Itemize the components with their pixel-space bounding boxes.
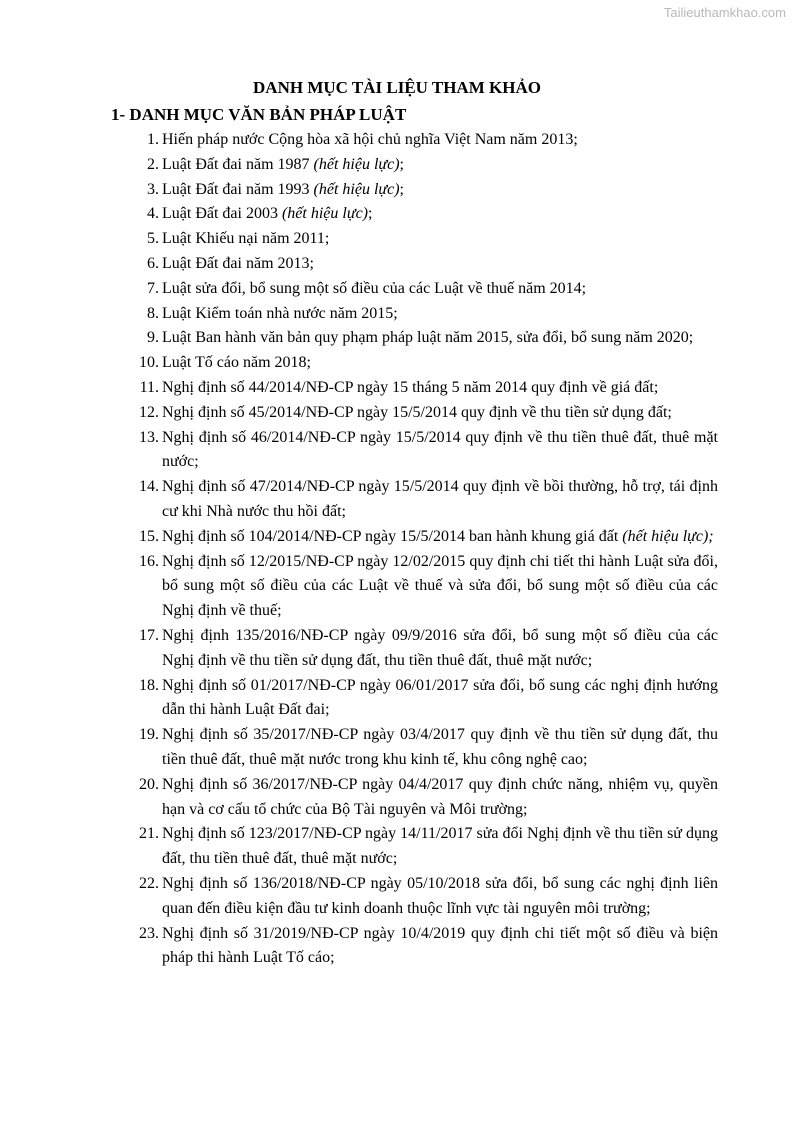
item-text: Nghị định số 31/2019/NĐ-CP ngày 10/4/2019 quy định chi tiết một số điều và biện pháp thi hành Luật Tố cáo; [162, 924, 718, 967]
item-text: Luật Kiểm toán nhà nước năm 2015; [162, 304, 398, 322]
item-text: Luật Đất đai năm 1987 [162, 155, 314, 173]
item-text: Nghị định số 01/2017/NĐ-CP ngày 06/01/2017 sửa đổi, bổ sung các nghị định hướng dẫn thi hành Luật Đất đai; [162, 676, 718, 719]
item-text: Luật sửa đổi, bổ sung một số điều của các Luật về thuế năm 2014; [162, 279, 587, 297]
item-note: (hết hiệu lực) [313, 180, 400, 198]
page-title: DANH MỤC TÀI LIỆU THAM KHẢO [253, 78, 541, 97]
item-number: 20. [139, 775, 159, 793]
item-number: 21. [139, 825, 159, 843]
item-number: 16. [139, 552, 159, 570]
item-text: Nghị định số 35/2017/NĐ-CP ngày 03/4/2017 quy định về thu tiền sử dụng đất, thu tiền thuê đất, thuê mặt nước trong khu kinh tế, khu công nghệ cao; [162, 726, 718, 768]
item-number: 22. [139, 874, 159, 892]
item-number: 18. [139, 676, 159, 694]
item-number: 8. [147, 304, 159, 322]
item-number: 17. [139, 626, 159, 644]
item-text: Luật Ban hành văn bản quy phạm pháp luật năm 2015, sửa đổi, bổ sung năm 2020; [162, 329, 694, 347]
list-item [0, 674, 718, 724]
list-item [0, 202, 718, 227]
item-text: Luật Đất đai năm 2013; [162, 254, 314, 272]
list-item [0, 153, 718, 178]
item-text: Nghị định số 44/2014/NĐ-CP ngày 15 tháng 5 năm 2014 quy định về giá đất; [162, 378, 659, 396]
item-text: Luật Khiếu nại năm 2011; [162, 230, 330, 248]
list-item [0, 426, 718, 476]
item-note: (hết hiệu lực); [622, 527, 714, 545]
list-item [0, 252, 718, 277]
list-item [0, 624, 718, 674]
item-number: 15. [139, 527, 159, 545]
list-item [0, 525, 718, 550]
item-text: Nghị định 135/2016/NĐ-CP ngày 09/9/2016 sửa đổi, bổ sung một số điều của các Nghị định về thu tiền sử dụng đất, thu tiền thuê đất, thuê mặt nước; [162, 626, 718, 669]
item-text: Nghị định số 104/2014/NĐ-CP ngày 15/5/2014 ban hành khung giá đất [162, 527, 623, 545]
item-number: 3. [147, 180, 159, 198]
item-text: Luật Đất đai năm 1993 [162, 180, 314, 198]
list-item [0, 302, 718, 327]
item-number: 11. [139, 378, 159, 396]
item-tail: ; [368, 205, 373, 223]
list-item [0, 376, 718, 401]
item-number: 13. [139, 428, 159, 446]
list-item [0, 351, 718, 376]
section-heading: 1- DANH MỤC VĂN BẢN PHÁP LUẬT [111, 105, 407, 124]
item-number: 7. [147, 279, 159, 297]
list-item [0, 128, 718, 153]
item-number: 9. [147, 329, 159, 347]
list-item [0, 401, 718, 426]
list-item [0, 822, 718, 872]
item-text: Nghị định số 123/2017/NĐ-CP ngày 14/11/2017 sửa đổi Nghị định về thu tiền sử dụng đất, thu tiền thuê đất, thuê mặt nước; [162, 825, 718, 868]
list-item [0, 178, 718, 203]
list-item [0, 227, 718, 252]
item-text: Nghị định số 12/2015/NĐ-CP ngày 12/02/2015 quy định chi tiết thi hành Luật sửa đổi, bổ sung một số điều của các Luật về thuế và sửa đổi, bổ sung một số điều của các Nghị định về thuế; [162, 552, 718, 620]
item-text: Luật Tố cáo năm 2018; [162, 354, 311, 372]
list-item [0, 773, 718, 823]
item-number: 5. [147, 230, 159, 248]
item-text: Luật Đất đai 2003 [162, 205, 282, 223]
list-item [0, 550, 718, 624]
item-text: Nghị định số 45/2014/NĐ-CP ngày 15/5/2014 quy định về thu tiền sử dụng đất; [162, 403, 672, 421]
reference-list [0, 128, 794, 971]
list-item [0, 277, 718, 302]
item-number: 6. [147, 254, 159, 272]
item-text: Nghị định số 47/2014/NĐ-CP ngày 15/5/2014 quy định về bồi thường, hỗ trợ, tái định cư khi Nhà nước thu hồi đất; [162, 478, 718, 520]
item-number: 14. [139, 478, 159, 496]
item-number: 2. [147, 155, 159, 173]
item-text: Nghị định số 136/2018/NĐ-CP ngày 05/10/2018 sửa đổi, bổ sung các nghị định liên quan đến điều kiện đầu tư kinh doanh thuộc lĩnh vực tài nguyên môi trường; [162, 874, 718, 917]
item-number: 23. [139, 924, 159, 942]
list-item [0, 475, 718, 525]
item-text: Nghị định số 46/2014/NĐ-CP ngày 15/5/2014 quy định về thu tiền thuê đất, thuê mặt nước; [162, 428, 718, 471]
item-number: 19. [139, 726, 159, 744]
list-item [0, 723, 718, 773]
item-tail: ; [399, 155, 404, 173]
item-number: 4. [147, 205, 159, 223]
item-number: 10. [139, 354, 159, 372]
watermark: Tailieuthamkhao.com [663, 5, 786, 20]
list-item [0, 326, 718, 351]
item-text: Hiến pháp nước Cộng hòa xã hội chủ nghĩa Việt Nam năm 2013; [162, 131, 578, 148]
item-note: (hết hiệu lực) [313, 155, 400, 173]
list-item [0, 872, 718, 922]
item-number: 1. [147, 131, 159, 148]
item-number: 12. [139, 403, 159, 421]
item-note: (hết hiệu lực) [281, 205, 368, 223]
list-item [0, 922, 718, 972]
item-tail: ; [399, 180, 404, 198]
item-text: Nghị định số 36/2017/NĐ-CP ngày 04/4/2017 quy định chức năng, nhiệm vụ, quyền hạn và cơ cấu tổ chức của Bộ Tài nguyên và Môi trường; [162, 775, 718, 818]
